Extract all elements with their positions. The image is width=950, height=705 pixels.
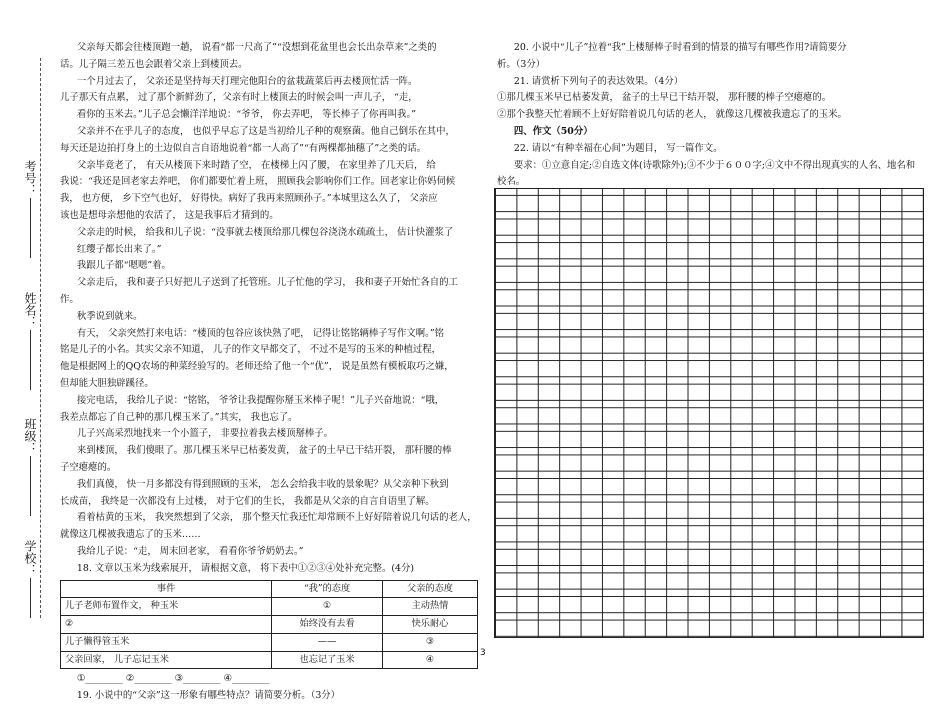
school-blank	[30, 578, 31, 618]
passage-line: 但却能大胆独辟蹊径。	[60, 377, 154, 389]
table-header-cell: “我”的态度	[272, 580, 383, 598]
passage-line: 就像这几棵被我遗忘了的玉米……	[60, 529, 201, 541]
passage-line: 有天， 父亲突然打来电话：“楼顶的包谷应该快熟了吧， 记得让铭铭辆棒子写作文啊。”铭	[76, 327, 445, 339]
passage-line: 看着枯黄的玉米， 我突然想到了父亲， 那个整天忙我还忙却常顾不上好好陪着说几句话的老人，	[76, 512, 477, 524]
class-blank	[30, 456, 31, 516]
passage-line: 长成苗， 我终是一次都没有上过楼， 对于它们的生长， 我都是从父亲的自言自语里了解。	[60, 495, 435, 507]
passage-line: 我差点都忘了自己种的那几棵玉米了。”其实， 我也忘了。	[60, 411, 298, 423]
passage-line: 我， 也方便， 乡下空气也好， 好得快。病好了我再来照顾孙子。”本城里这么久了， 父亲应	[60, 193, 438, 205]
table-row	[61, 616, 478, 634]
event-attitude-table	[60, 580, 478, 670]
passage-line: 一个月过去了， 父亲还是坚持每天打理完他阳台的盆栽蔬菜后再去楼顶忙活一阵。	[76, 75, 418, 87]
table-cell: ③	[383, 633, 478, 651]
passage-line: 我跟儿子都“嗯嗯”着。	[76, 260, 171, 272]
passage-line: 父亲走的时候， 给我和儿子说：“没事就去楼顶给那几棵包谷浇浇水疏疏土， 估计快灌浆了	[76, 226, 454, 238]
essay-requirements: 要求：①立意自定;②自选文体(诗歌除外);③不少于６００字;④文中不得出现真实的人名、地名和校名。	[497, 159, 916, 188]
page-number: 3	[480, 648, 486, 658]
table-row	[61, 651, 478, 669]
exam-number-blank	[30, 198, 31, 258]
question-21: 21. 请赏析下列句子的表达效果。（4分）	[513, 75, 684, 87]
table-header-cell: 父亲的态度	[383, 580, 478, 598]
name-label: 姓名：	[23, 292, 37, 328]
name-blank	[30, 330, 31, 390]
passage-line: 他是根据网上的QQ农场的种菜经验写的。老师还给了他一个“优”， 说是虽然有模板取巧之嫌，	[60, 361, 454, 373]
passage-line: 话。儿子隔三差五也会跟着父亲上到楼顶去。	[60, 58, 248, 70]
passage-line: 作。	[60, 293, 79, 305]
essay-writing-grid[interactable]	[494, 188, 924, 638]
table-cell: ②	[61, 616, 272, 634]
table-cell: ①	[272, 598, 383, 616]
table-cell: ——	[272, 633, 383, 651]
passage-line: 我给儿子说：“走， 周末回老家， 看看你爷爷奶奶去。”	[76, 545, 304, 557]
question-22: 22. 请以“有种幸福在心间”为题目， 写一篇作文。	[513, 142, 723, 154]
question-20-cont: 析。（3分）	[497, 58, 546, 70]
passage-line: 父亲毕竟老了， 有天从楼顶下来时踏了空， 在楼梯上闪了腰， 在家里养了几天后， 给	[76, 159, 436, 171]
table-cell: 父亲回家， 儿子忘记玉米	[61, 651, 272, 669]
exam-number-label: 考号：	[23, 160, 37, 196]
table-cell: 快乐耐心	[383, 616, 478, 634]
table-cell: 主动热情	[383, 598, 478, 616]
passage-line: 该也是想母亲想他的农活了， 这是我事后才猜到的。	[60, 209, 279, 221]
passage-line: 父亲走后， 我和妻子只好把儿子送到了托管班。儿子忙他的学习， 我和妻子开始忙各自的工	[76, 277, 458, 289]
passage-line: 每天还是边拍打身上的土边似自言自语地说着“都一人高了”“有两棵都抽穗了”之类的话。	[60, 142, 427, 154]
table-row	[61, 598, 478, 616]
table-header-cell: 事件	[61, 580, 272, 598]
passage-line: 子空瘪瘪的。	[60, 461, 117, 473]
passage-line: 儿子兴高采烈地找来一个小篮子， 非要拉着我去楼顶掰棒子。	[76, 428, 334, 440]
reading-passage	[60, 40, 478, 705]
passage-line: 来到楼顶， 我们傻眼了。那几棵玉米早已枯萎发黄， 盆子的土早已干结开裂， 那秆腰的棒	[76, 445, 452, 457]
question-18: 18. 文章以玉米为线索展开， 请根据文意， 将下表中①②③④处补充完整。(4分)	[76, 562, 415, 574]
passage-line: 父亲每天都会往楼顶跑一趟， 说看“都一尺高了”“没想到花盆里也会长出杂草来”之类的	[76, 42, 437, 53]
class-label: 班级：	[23, 418, 37, 454]
binding-margin	[0, 0, 52, 671]
passage-line: 铭是儿子的小名。其实父亲不知道， 儿子的作文早都交了， 不过不是写的玉米的种植过程，	[60, 344, 441, 356]
answer-blanks-18[interactable]: ①________ ②________ ③________ ④________	[76, 673, 270, 685]
school-label: 学校：	[23, 540, 37, 576]
passage-line: 儿子那天有点累， 过了那个新鲜劲了，父亲有时上楼顶去的时候会叫一声儿子， “走，	[60, 92, 418, 104]
passage-line: 看你的玉米去。”儿子总会懒洋洋地说：“爷爷， 你去弄吧， 等长棒子了你再叫我。”	[76, 109, 416, 121]
question-21-sentence-2: ②那个我整天忙着顾不上好好陪着说几句话的老人， 就像这几棵被我遗忘了的玉米。	[497, 109, 847, 121]
passage-line: 我们真傻， 快一月多都没有得到照顾的玉米， 怎么会给我丰收的景象呢？从父亲种下秋到	[76, 478, 449, 490]
table-cell: ④	[383, 651, 478, 669]
passage-line: 接完电话， 我给儿子说：“铭铭， 爷爷让我提醒你掰玉米棒子呢！”儿子兴奋地说：“哦，	[76, 394, 445, 406]
section-heading	[497, 124, 922, 141]
question-19: 19. 小说中的“父亲”这一形象有哪些特点？请简要分析。（3分）	[76, 690, 341, 702]
table-cell: 也忘记了玉米	[272, 651, 383, 669]
question-20: 20. 小说中“儿子”拉着“我”上楼掰棒子时看到的情景的描写有哪些作用?请简要分	[513, 42, 847, 53]
section-title: 四、作文（50分）	[513, 125, 593, 137]
table-header-row	[61, 580, 478, 598]
table-cell: 儿子懒得管玉米	[61, 633, 272, 651]
question-21-sentence-1: ①那几棵玉米早已枯萎发黄， 盆子的土早已干结开裂， 那秆腰的棒子空瘪瘪的。	[497, 92, 832, 104]
passage-line: 秋季说到就来。	[76, 310, 143, 322]
seal-line	[40, 58, 41, 618]
passage-line: 父亲并不在乎儿子的态度， 也似乎早忘了这是当初给儿子种的观察菌。他自己倒乐在其中，	[76, 125, 455, 137]
table-cell: 儿子老师布置作文， 种玉米	[61, 598, 272, 616]
table-cell: 始终没有去看	[272, 616, 383, 634]
table-row	[61, 633, 478, 651]
questions-column	[497, 40, 922, 191]
passage-line: 我说：“我还是回老家去养吧， 你们都要忙着上班， 照顾我会影响你们工作。回老家让你妈伺候	[60, 176, 456, 188]
passage-line: 红缨子都长出来了。”	[76, 243, 162, 255]
